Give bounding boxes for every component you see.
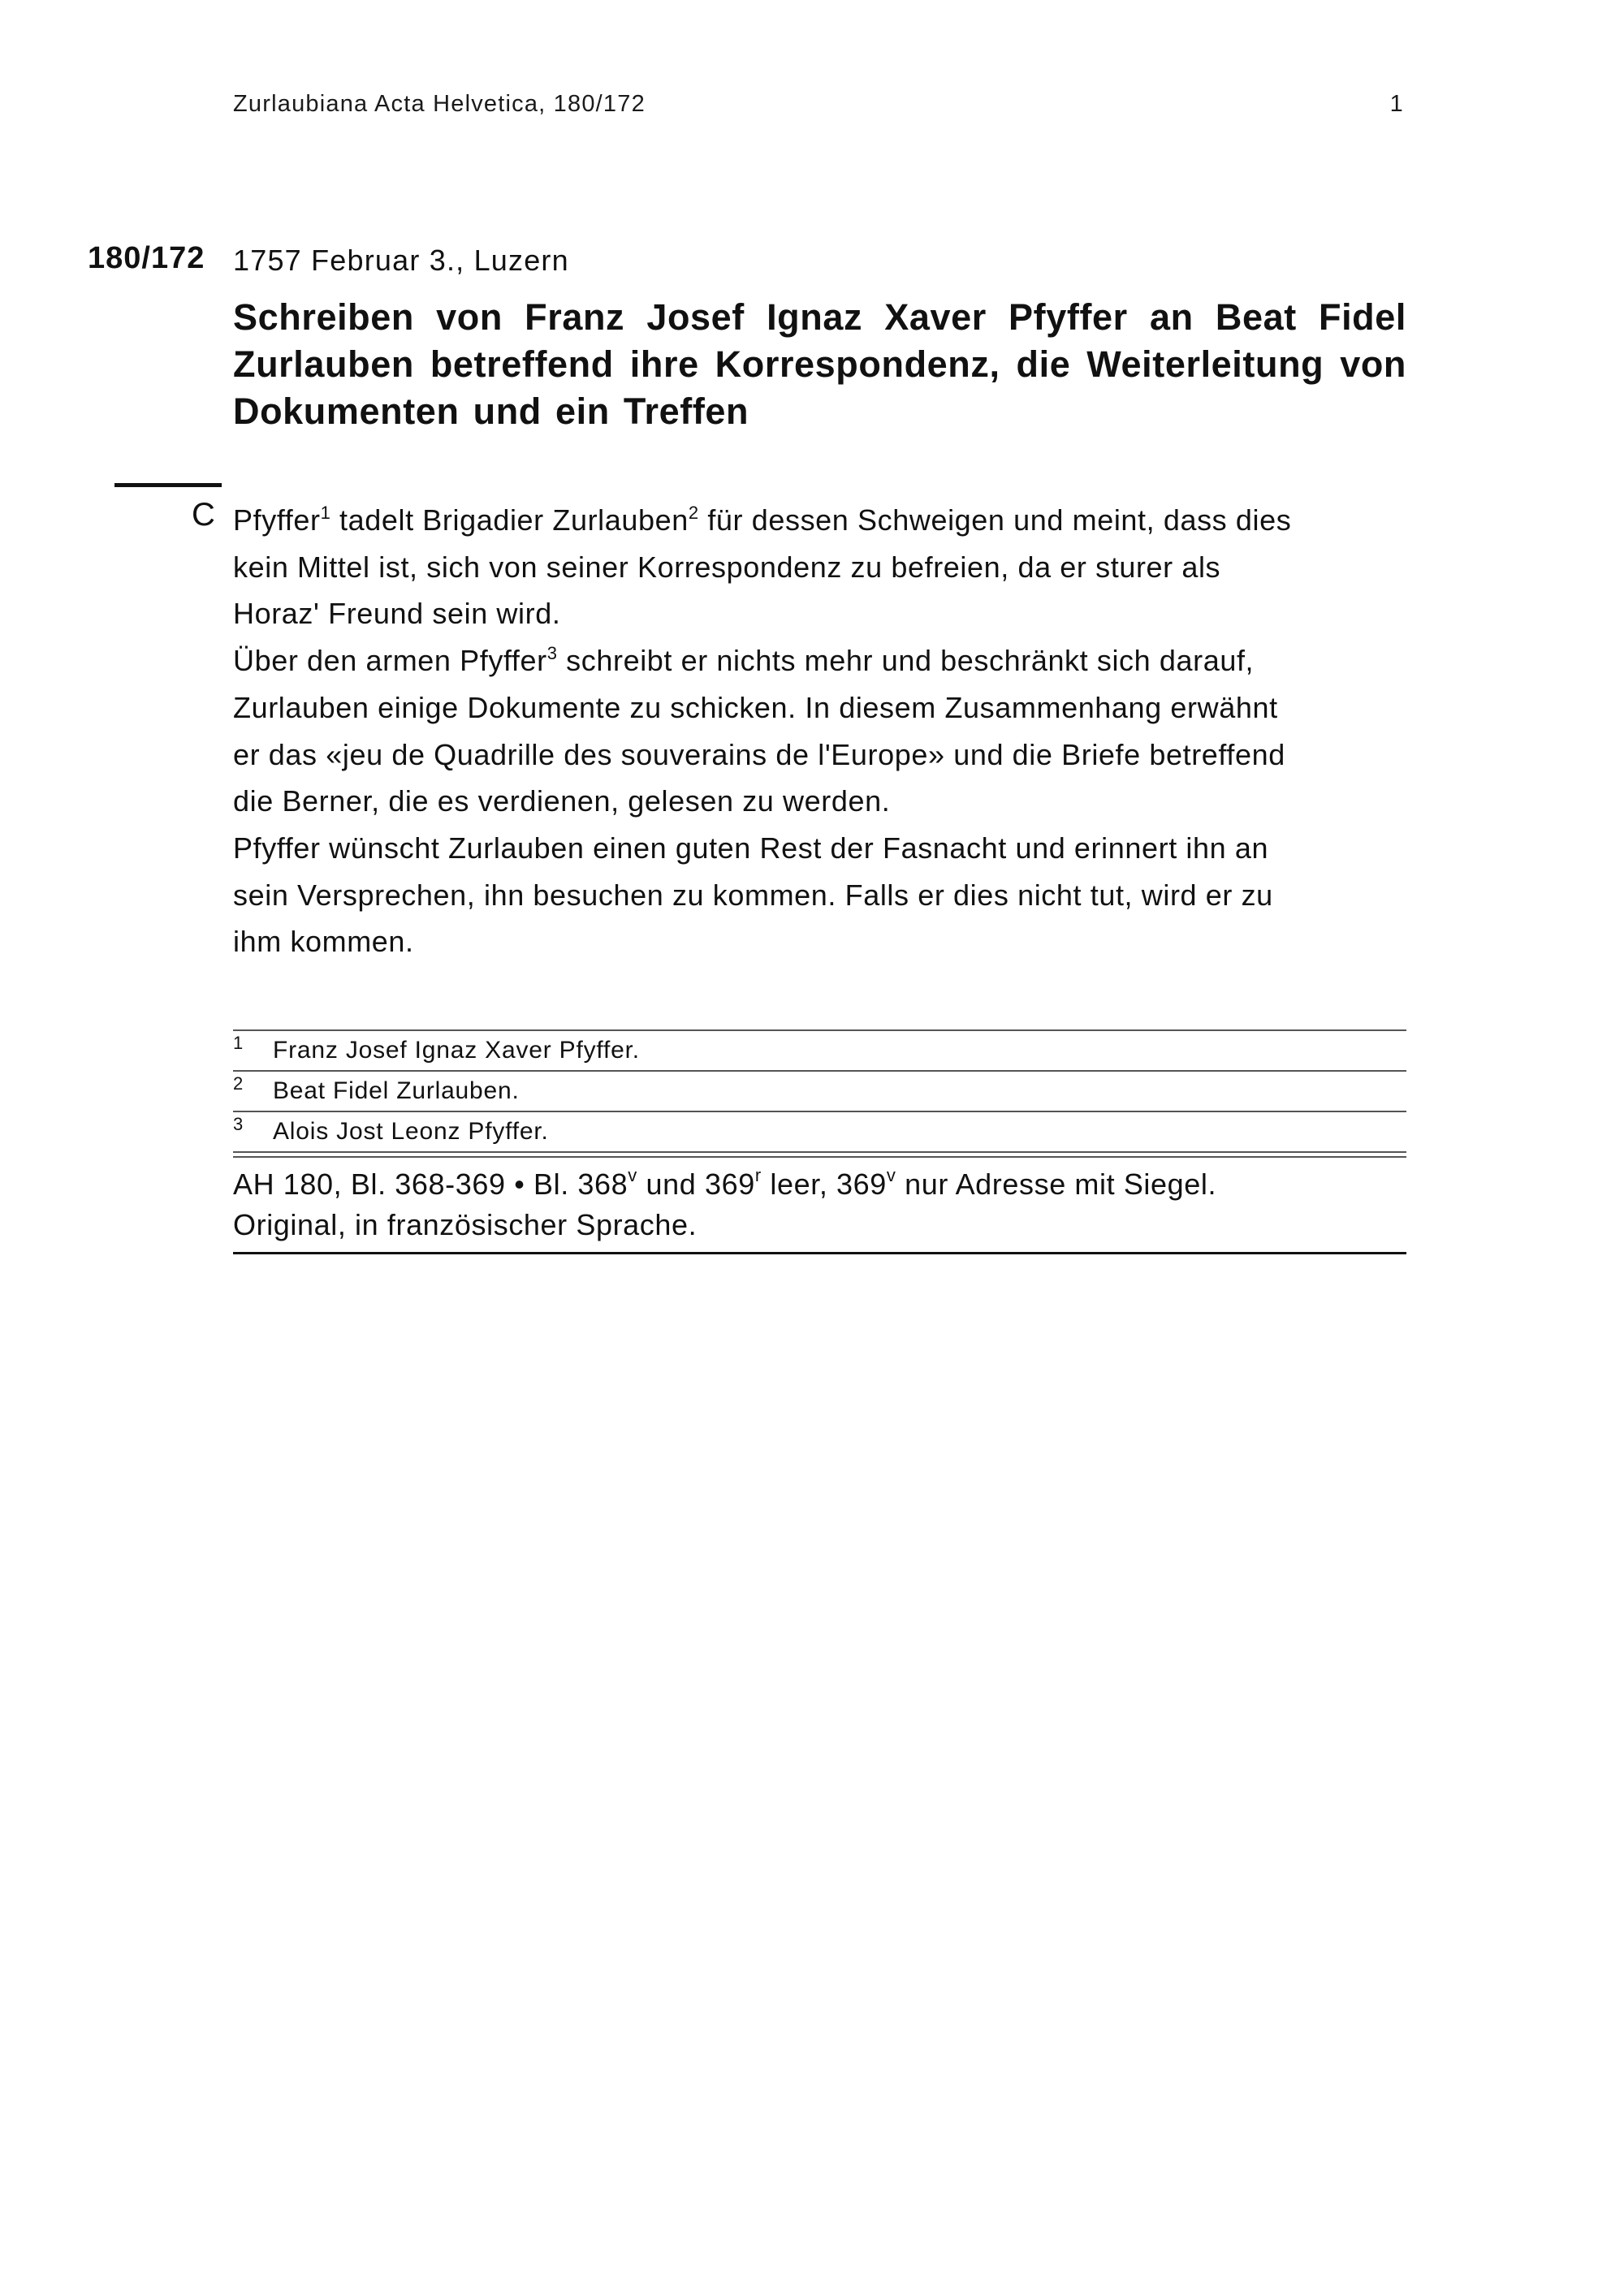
footnote xyxy=(233,1070,1406,1111)
footnote xyxy=(233,1111,1406,1151)
summary-line: Zurlauben einige Dokumente zu schicken. In diesem Zusammenhang erwähnt xyxy=(233,690,1278,724)
document-title-line: Dokumenten und ein Treffen xyxy=(233,391,749,432)
footnote-text: Franz Josef Ignaz Xaver Pfyffer. xyxy=(273,1037,640,1064)
folio-side: v xyxy=(886,1165,896,1185)
footnote-text: Beat Fidel Zurlauben. xyxy=(273,1077,520,1104)
margin-letter: C xyxy=(192,497,215,533)
summary-fragment: Pfyffer xyxy=(233,503,321,537)
document-date-place: 1757 Februar 3., Luzern xyxy=(233,244,569,277)
page-number: 1 xyxy=(1389,91,1404,117)
summary-line xyxy=(233,637,1410,684)
source-fragment: leer, 369 xyxy=(761,1167,887,1201)
source-block xyxy=(233,1156,1406,1254)
document-number: 180/172 xyxy=(88,241,205,275)
footnote-reference: 2 xyxy=(688,503,699,523)
footnote-mark: 1 xyxy=(233,1033,244,1053)
footnotes-divider xyxy=(233,1151,1406,1153)
summary-fragment: schreibt er nichts mehr und beschränkt sich darauf, xyxy=(557,644,1255,678)
document-title xyxy=(233,294,1406,435)
source-fragment: nur Adresse mit Siegel. xyxy=(896,1167,1217,1201)
summary-line: ihm kommen. xyxy=(233,925,414,959)
document-title-line: Zurlauben betreffend ihre Korrespondenz, die Weiterleitung von xyxy=(233,343,1406,385)
summary-line xyxy=(233,497,1410,544)
summary-line: er das «jeu de Quadrille des souverains de l'Europe» und die Briefe betreffend xyxy=(233,737,1285,771)
summary-fragment: Über den armen Pfyffer xyxy=(233,644,547,678)
footnote-reference: 1 xyxy=(320,503,331,523)
running-header xyxy=(233,91,1404,127)
summary-fragment: tadelt Brigadier Zurlauben xyxy=(330,503,689,537)
folio-side: r xyxy=(754,1165,762,1185)
footnote-text: Alois Jost Leonz Pfyffer. xyxy=(273,1118,549,1145)
footnote-mark: 3 xyxy=(233,1114,244,1134)
summary-line: kein Mittel ist, sich von seiner Korrespondenz zu befreien, da er sturer als xyxy=(233,550,1221,584)
footnote xyxy=(233,1029,1406,1070)
document-title-line: Schreiben von Franz Josef Ignaz Xaver Pfyffer an Beat Fidel xyxy=(233,296,1406,338)
footnote-reference: 3 xyxy=(546,643,558,664)
source-line xyxy=(233,1164,1406,1205)
footnote-mark: 2 xyxy=(233,1073,244,1094)
folio-side: v xyxy=(628,1165,637,1185)
source-line: Original, in französischer Sprache. xyxy=(233,1208,698,1241)
summary-text xyxy=(233,497,1410,965)
margin-rule xyxy=(114,483,222,487)
footnotes xyxy=(233,1029,1406,1153)
summary-line: Horaz' Freund sein wird. xyxy=(233,597,561,631)
summary-fragment: für dessen Schweigen und meint, dass dies xyxy=(698,503,1292,537)
summary-line: Pfyffer wünscht Zurlauben einen guten Rest der Fasnacht und erinnert ihn an xyxy=(233,831,1269,865)
summary-line: sein Versprechen, ihn besuchen zu kommen. Falls er dies nicht tut, wird er zu xyxy=(233,878,1273,912)
source-fragment: AH 180, Bl. 368-369 • Bl. 368 xyxy=(233,1167,628,1201)
running-header-title: Zurlaubiana Acta Helvetica, 180/172 xyxy=(233,91,646,117)
source-fragment: und 369 xyxy=(637,1167,755,1201)
summary-line: die Berner, die es verdienen, gelesen zu werden. xyxy=(233,784,891,818)
